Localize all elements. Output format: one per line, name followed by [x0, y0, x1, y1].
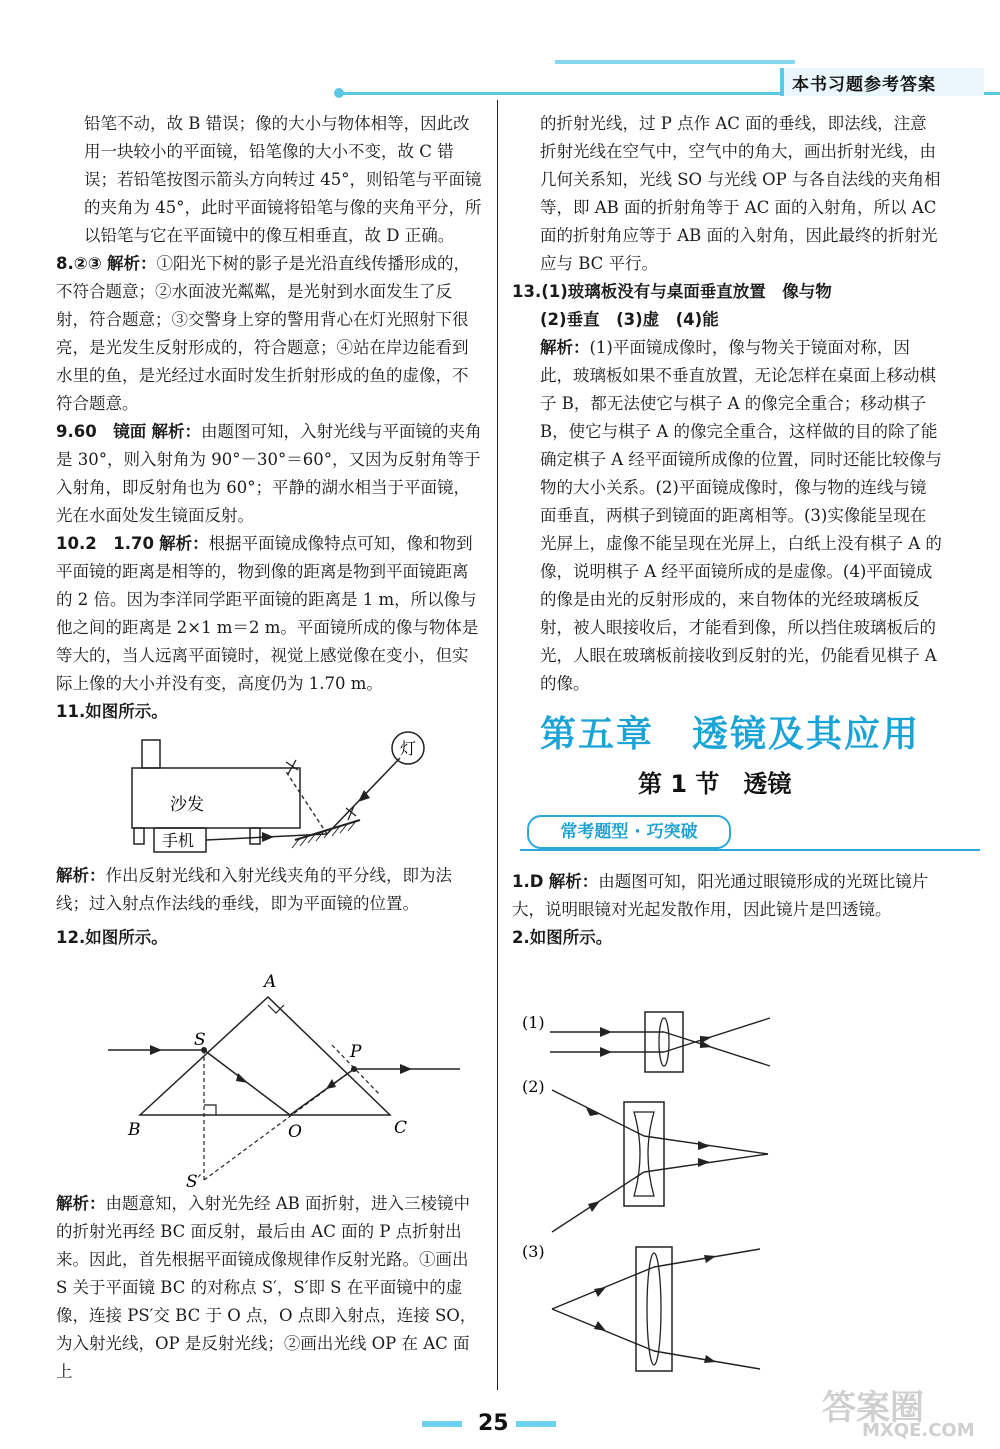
arrow-2a [586, 1108, 600, 1116]
right-angle-mark-bc [204, 1105, 216, 1115]
left-column-2 [56, 862, 484, 952]
figure-11 [110, 730, 490, 860]
figure-12 [100, 965, 480, 1190]
q1-answer: 1.D [512, 872, 544, 891]
q9-answer: 9.60 镜面 [56, 422, 147, 441]
left-column [56, 110, 484, 726]
question-12: 12.如图所示。 [56, 928, 168, 947]
label-a: A [264, 972, 277, 992]
q8-label: 解析： [106, 254, 157, 273]
sofa-label: 沙发 [170, 795, 204, 815]
arrow-3d [704, 1355, 716, 1363]
section-title: 第 1 节 透镜 [638, 770, 792, 798]
q8-explanation: ①阳光下树的影子是光沿直线传播形成的，不符合题意；②水面波光粼粼，是光射到水面发生了反射，符合题意；③交警身上穿的警用背心在灯光照射下很亮，是光发生反射形成的，符合题意；④站在岸边能看到水里的鱼，是光经过水面时发生折射形成的鱼的虚像，不符合题意。 [56, 254, 470, 413]
lamp-label: 灯 [400, 739, 417, 758]
incident-arrow [150, 1045, 162, 1055]
normal-line [285, 770, 327, 834]
lens-frame-2 [624, 1102, 664, 1206]
q8-answer: 8.②③ [56, 254, 102, 273]
label-c: C [394, 1118, 408, 1138]
figure-2-3 [520, 1237, 780, 1382]
q10-answer: 10.2 1.70 [56, 534, 154, 553]
q11-label: 解析： [56, 866, 106, 885]
q1-label: 解析： [548, 872, 599, 891]
fig-label-1: (1) [522, 1013, 545, 1032]
label-b: B [128, 1120, 141, 1140]
convex-lens-3 [647, 1253, 661, 1365]
figure-2-1 [520, 1008, 780, 1078]
q12-label: 解析： [56, 1194, 106, 1213]
q13-label: 解析： [540, 338, 590, 357]
q13-explanation: (1)平面镜成像时，像与物关于镜面对称，因此，玻璃板如果不垂直放置，无论怎样在桌面上移动棋子 B，都无法使它与棋子 A 的像完全重合；移动棋子 B，使它与棋子 A 的像完全重合，这样做的目的除了能确定棋子 A 经平面镜所成像的位置，同时还能比较像与物的大小关系。(2)平面镜成像时，像与物的连线与镜面垂直，两棋子到镜面的距离相等。(3)实像能呈现在光屏上，虚像不能呈现在光屏上，白纸上没有棋子 A 的像，说明棋子 A 经平面镜所成的是虚像。(4)平面镜成的像是由光的反射形成的，来自物体的光经玻璃板反射，被人眼接收后，才能看到像，所以挡住玻璃板后的光，人眼在玻璃板前接收到反射的光，仍能看见棋子 A 的像。 [540, 338, 942, 693]
sofa-back [142, 740, 160, 768]
arrow-2b [588, 1201, 600, 1212]
point-p [351, 1066, 357, 1072]
question-9 [56, 418, 484, 530]
question-11: 11.如图所示。 [56, 702, 168, 721]
label-s: S [194, 1030, 206, 1050]
header-accent-bar [555, 60, 795, 64]
watermark-site: MXQE.COM [862, 1420, 975, 1441]
q12-explanation: 由题意知，入射光先经 AB 面折射，进入三棱镜中的折射光再经 BC 面反射，最后由 AC 面的 P 点折射出来。因此，首先根据平面镜成像规律作反射光路。①画出 S 关于平面镜 BC 的对称点 S′，S′即 S 在平面镜中的虚像，连接 PS′交 BC 于 O 点，O 点即入射点，连接 SO，为入射光线，OP 是反射光线；②画出光线 OP 在 AC 面上 [56, 1194, 477, 1381]
question-10 [56, 530, 484, 698]
arrow-3b [594, 1321, 606, 1331]
arrow-1a [600, 1027, 612, 1037]
page-number-deco-left [422, 1421, 462, 1427]
fig-label-3: (3) [522, 1242, 545, 1261]
left-column-3 [56, 1190, 484, 1386]
q13-answer-1: 13.(1)玻璃板没有与桌面垂直放置 像与物 [512, 282, 832, 301]
question-8 [56, 250, 484, 418]
badge-underline [520, 849, 980, 851]
q11-explanation: 作出反射光线和入射光线夹角的平分线，即为法线；过入射点作法线的垂线，即为平面镜的位置。 [56, 866, 452, 913]
question-2: 2.如图所示。 [512, 928, 613, 947]
header-title: 本书习题参考答案 [792, 75, 936, 95]
label-o: O [288, 1122, 302, 1142]
sofa-body [132, 768, 300, 828]
reflected-ray-arrow [262, 832, 274, 842]
q10-explanation: 根据平面镜成像特点可知，像和物到平面镜的距离是相等的，物到像的距离是物到平面镜距离的 2 倍。因为李洋同学距平面镜的距离是 1 m，所以像与他之间的距离是 2×1 m＝2 m。平面镜所成的像与物体是等大的，当人远离平面镜时，视觉上感觉像在变小，但实际上像的大小并没有变，高度仍为 1.70 m。 [56, 534, 479, 693]
phone-label: 手机 [162, 831, 195, 850]
angle-marks [286, 760, 356, 820]
ray-1a-out [664, 1032, 770, 1066]
section-badge: 常考题型 · 巧突破 [527, 815, 731, 849]
so-arrow [236, 1073, 248, 1083]
exit-arrow [400, 1064, 412, 1074]
page-number: 25 [478, 1411, 509, 1436]
fig-label-2: (2) [522, 1077, 545, 1096]
convex-lens-1 [659, 1018, 669, 1066]
arrow-2d [698, 1158, 710, 1167]
q12-solution [56, 1190, 484, 1386]
label-s-prime: S′ [186, 1172, 202, 1190]
arrow-2c [698, 1141, 710, 1150]
figure-2-2 [520, 1072, 800, 1237]
concave-lens-2 [634, 1112, 654, 1196]
q9-explanation: 由题图可知，入射光线与平面镜的夹角是 30°，则入射角为 90°－30°＝60°，又因为反射角等于入射角，即反射角也为 60°；平静的湖水相当于平面镜，光在水面处发生镜面反射。 [56, 422, 482, 525]
header-dot [334, 88, 344, 98]
page-number-deco-right [516, 1421, 556, 1427]
left-paragraph-1: 铅笔不动，故 B 错误；像的大小与物体相等，因此改用一块较小的平面镜，铅笔像的大小不变，故 C 错误；若铅笔按图示箭头方向转过 45°，则铅笔与平面镜的夹角为 45°，此时平面镜将铅笔与像的夹角平分，所以铅笔与它在平面镜中的像互相垂直，故 D 正确。 [84, 114, 482, 245]
ray-2a [552, 1090, 644, 1136]
question-1 [512, 868, 942, 924]
sofa-leg-right [250, 828, 260, 844]
sofa-leg-left [134, 828, 144, 844]
arrow-3c [704, 1255, 716, 1263]
chapter-title: 第五章 透镜及其应用 [540, 714, 921, 755]
q1-explanation: 由题图可知，阳光通过眼镜形成的光斑比镜片大，说明眼镜对光起发散作用，因此镜片是凹透镜。 [512, 872, 929, 919]
q10-label: 解析： [159, 534, 209, 553]
lens-frame-1 [645, 1012, 683, 1072]
q9-label: 解析： [151, 422, 201, 441]
arrow-1d [700, 1036, 712, 1044]
mirror [295, 820, 360, 840]
arrow-1b [600, 1047, 612, 1057]
column-divider [497, 100, 498, 1390]
right-paragraph-1: 的折射光线，过 P 点作 AC 面的垂线，即法线，注意折射光线在空气中，空气中的角大，画出折射光线，由几何关系知，光线 SO 与光线 OP 与各自法线的夹角相等，即 AB 面的折射角等于 AC 面的入射角，所以 AC 面的折射角应等于 AB 面的入射角，因此最终的折射光应与 BC 平行。 [540, 114, 941, 273]
q11-solution [56, 862, 484, 918]
right-column [512, 110, 942, 698]
ray-1b-out [664, 1018, 770, 1052]
right-angle-mark-a [268, 1005, 284, 1013]
q13-solution [512, 334, 942, 698]
right-column-2 [512, 868, 942, 952]
watermark-logo: 答案圈 [822, 1388, 924, 1428]
lens-frame-3 [636, 1247, 672, 1371]
label-p: P [350, 1042, 362, 1062]
q13-answer-2: (2)垂直 (3)虚 (4)能 [540, 310, 719, 329]
arrow-3a [594, 1287, 606, 1297]
